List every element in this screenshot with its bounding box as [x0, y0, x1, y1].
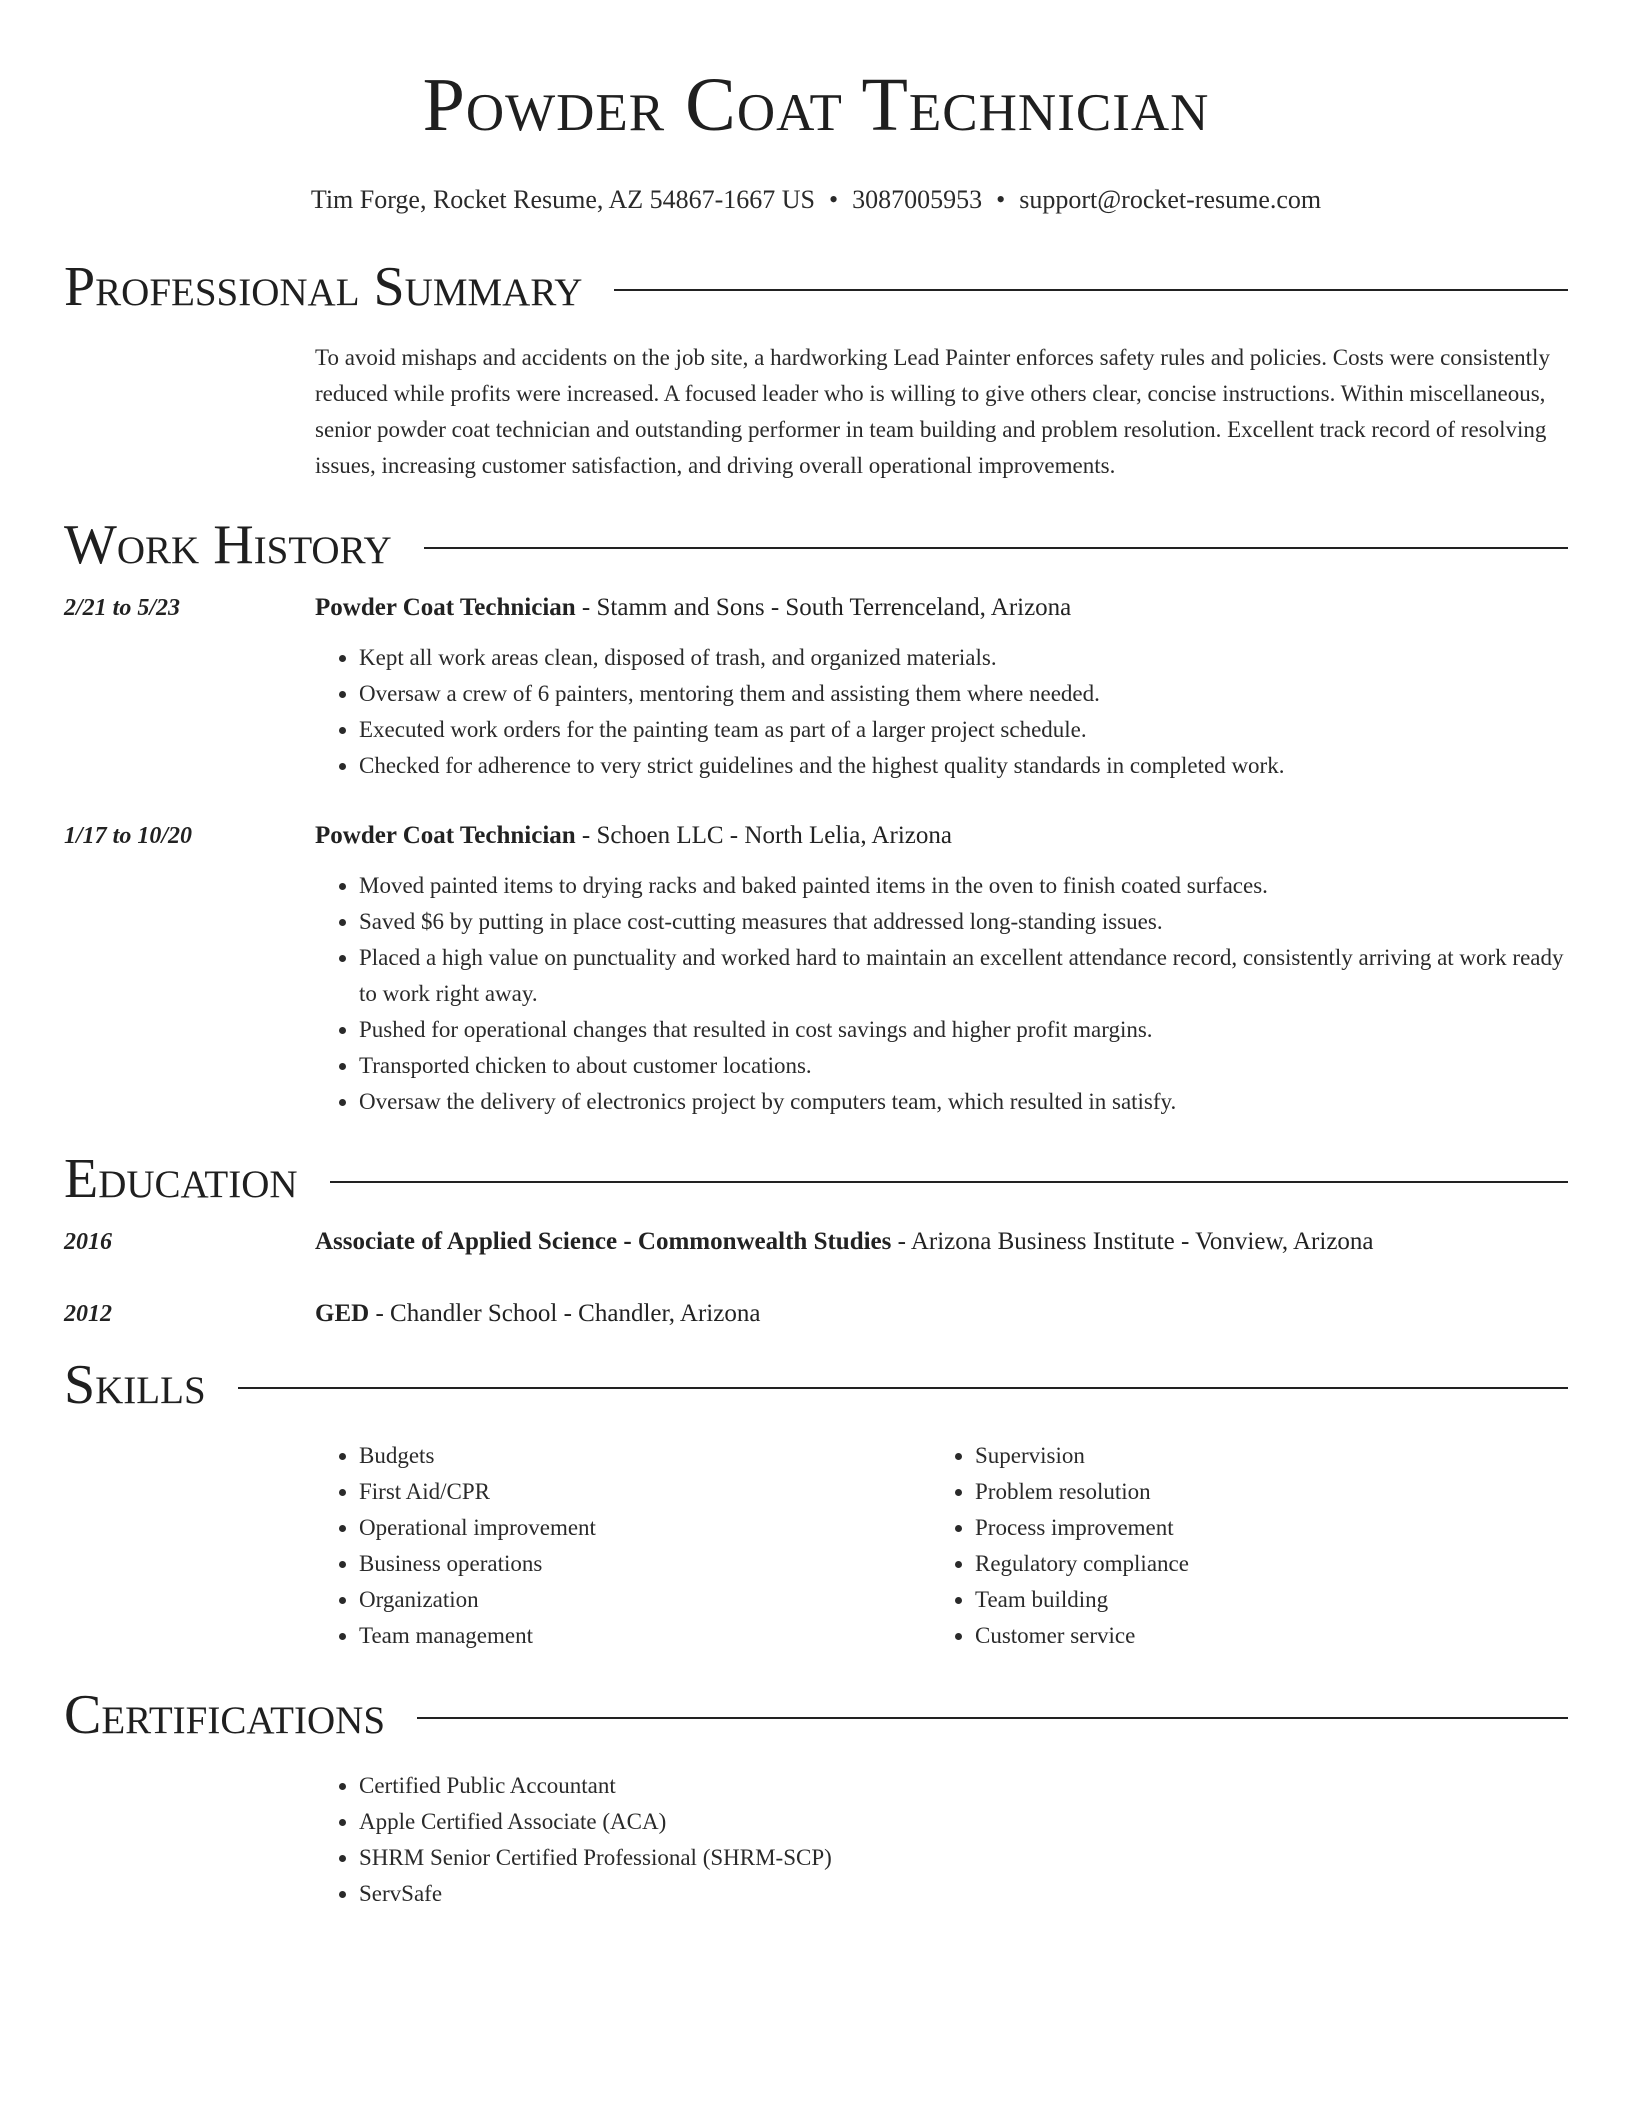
skill-item: • Team building: [975, 1582, 1547, 1618]
summary-text: To avoid mishaps and accidents on the job site, a hardworking Lead Painter enforces safety rules and policies. Costs were consistently reduced while profits were increased. A focused leader who is willing to give others clear, concise instructions. Within miscellaneous, senior powder coat technician and outstanding performer in team building and problem resolution. Excellent track record of resolving issues, increasing customer satisfaction, and driving overall operational improvements.: [315, 345, 1550, 478]
job-title-line: [315, 818, 1568, 854]
skill-item: • Problem resolution: [975, 1474, 1547, 1510]
job-dates: 1/17 to 10/20: [64, 823, 193, 849]
job-title-line: [315, 590, 1568, 626]
job-bullet: • Oversaw a crew of 6 painters, mentoring them and assisting them where needed.: [359, 676, 1568, 712]
job-bullets: [315, 868, 1568, 1120]
certifications-section-header: [64, 1682, 1568, 1748]
job-entry: [64, 818, 1568, 1120]
section-divider: [424, 547, 1568, 549]
job-details: - Stamm and Sons - South Terrenceland, Arizona: [575, 594, 1072, 621]
skill-item: • Operational improvement: [359, 1510, 931, 1546]
contact-address: Tim Forge, Rocket Resume, AZ 54867-1667 US: [310, 185, 815, 214]
resume-page: [64, 0, 1568, 1912]
skill-item: • Organization: [359, 1582, 931, 1618]
education-degree: GED: [315, 1300, 370, 1327]
contact-separator: •: [996, 185, 1006, 214]
certification-item: • Apple Certified Associate (ACA): [359, 1804, 1568, 1840]
education-entry: [64, 1296, 1568, 1332]
skill-item: • First Aid/CPR: [359, 1474, 931, 1510]
education-heading: Education: [64, 1148, 298, 1210]
skills-section-header: [64, 1352, 1568, 1418]
skill-item: • Business operations: [359, 1546, 931, 1582]
contact-email[interactable]: support@rocket-resume.com: [1019, 185, 1322, 214]
certifications-block: [315, 1768, 1568, 1912]
skills-right-list: [931, 1438, 1547, 1654]
skill-item: • Customer service: [975, 1618, 1547, 1654]
education-details: - Chandler School - Chandler, Arizona: [369, 1300, 761, 1327]
job-bullets: [315, 640, 1568, 784]
certification-item: • SHRM Senior Certified Professional (SHRM-SCP): [359, 1840, 1568, 1876]
job-dates: 2/21 to 5/23: [64, 595, 181, 621]
skill-item: • Supervision: [975, 1438, 1547, 1474]
education-degree: Associate of Applied Science - Commonwealth Studies: [315, 1228, 892, 1255]
section-divider: [330, 1181, 1568, 1183]
work-section-header: [64, 512, 1568, 578]
certifications-list: [315, 1768, 1568, 1912]
certification-item: • Certified Public Accountant: [359, 1768, 1568, 1804]
job-title: Powder Coat Technician: [315, 594, 576, 621]
skills-columns: [315, 1438, 1568, 1654]
job-bullet: • Executed work orders for the painting team as part of a larger project schedule.: [359, 712, 1568, 748]
section-divider: [614, 289, 1568, 291]
job-bullet: • Checked for adherence to very strict guidelines and the highest quality standards in completed work.: [359, 748, 1568, 784]
contact-phone: 3087005953: [852, 185, 983, 214]
certification-item: • ServSafe: [359, 1876, 1568, 1912]
job-title: Powder Coat Technician: [315, 822, 576, 849]
job-bullet: • Oversaw the delivery of electronics project by computers team, which resulted in satisfy.: [359, 1084, 1568, 1120]
job-bullet: • Pushed for operational changes that resulted in cost savings and higher profit margins.: [359, 1012, 1568, 1048]
contact-line: [64, 184, 1568, 216]
education-entry: [64, 1224, 1568, 1260]
skills-left-list: [315, 1438, 931, 1654]
resume-name: Powder Coat Technician: [422, 63, 1210, 147]
skill-item: • Budgets: [359, 1438, 931, 1474]
skill-item: • Regulatory compliance: [975, 1546, 1547, 1582]
job-bullet: • Moved painted items to drying racks and baked painted items in the oven to finish coated surfaces.: [359, 868, 1568, 904]
skills-heading: Skills: [64, 1354, 206, 1416]
job-bullet: • Transported chicken to about customer locations.: [359, 1048, 1568, 1084]
job-details: - Schoen LLC - North Lelia, Arizona: [575, 822, 952, 849]
job-entry: [64, 590, 1568, 784]
education-section-header: [64, 1146, 1568, 1212]
section-divider: [238, 1387, 1568, 1389]
contact-separator: •: [829, 185, 839, 214]
job-bullet: • Saved $6 by putting in place cost-cutting measures that addressed long-standing issues.: [359, 904, 1568, 940]
education-details: - Arizona Business Institute - Vonview, Arizona: [891, 1228, 1374, 1255]
skill-item: • Process improvement: [975, 1510, 1547, 1546]
education-year: 2012: [64, 1301, 112, 1327]
certifications-heading: Certifications: [64, 1684, 386, 1746]
education-year: 2016: [64, 1229, 112, 1255]
summary-heading: Professional Summary: [64, 256, 583, 318]
skill-item: • Team management: [359, 1618, 931, 1654]
work-heading: Work History: [64, 514, 392, 576]
job-bullet: • Placed a high value on punctuality and worked hard to maintain an excellent attendance record, consistently arriving at work ready to work right away.: [359, 940, 1568, 1012]
job-bullet: • Kept all work areas clean, disposed of trash, and organized materials.: [359, 640, 1568, 676]
section-divider: [417, 1717, 1568, 1719]
summary-section-header: [64, 254, 1568, 320]
